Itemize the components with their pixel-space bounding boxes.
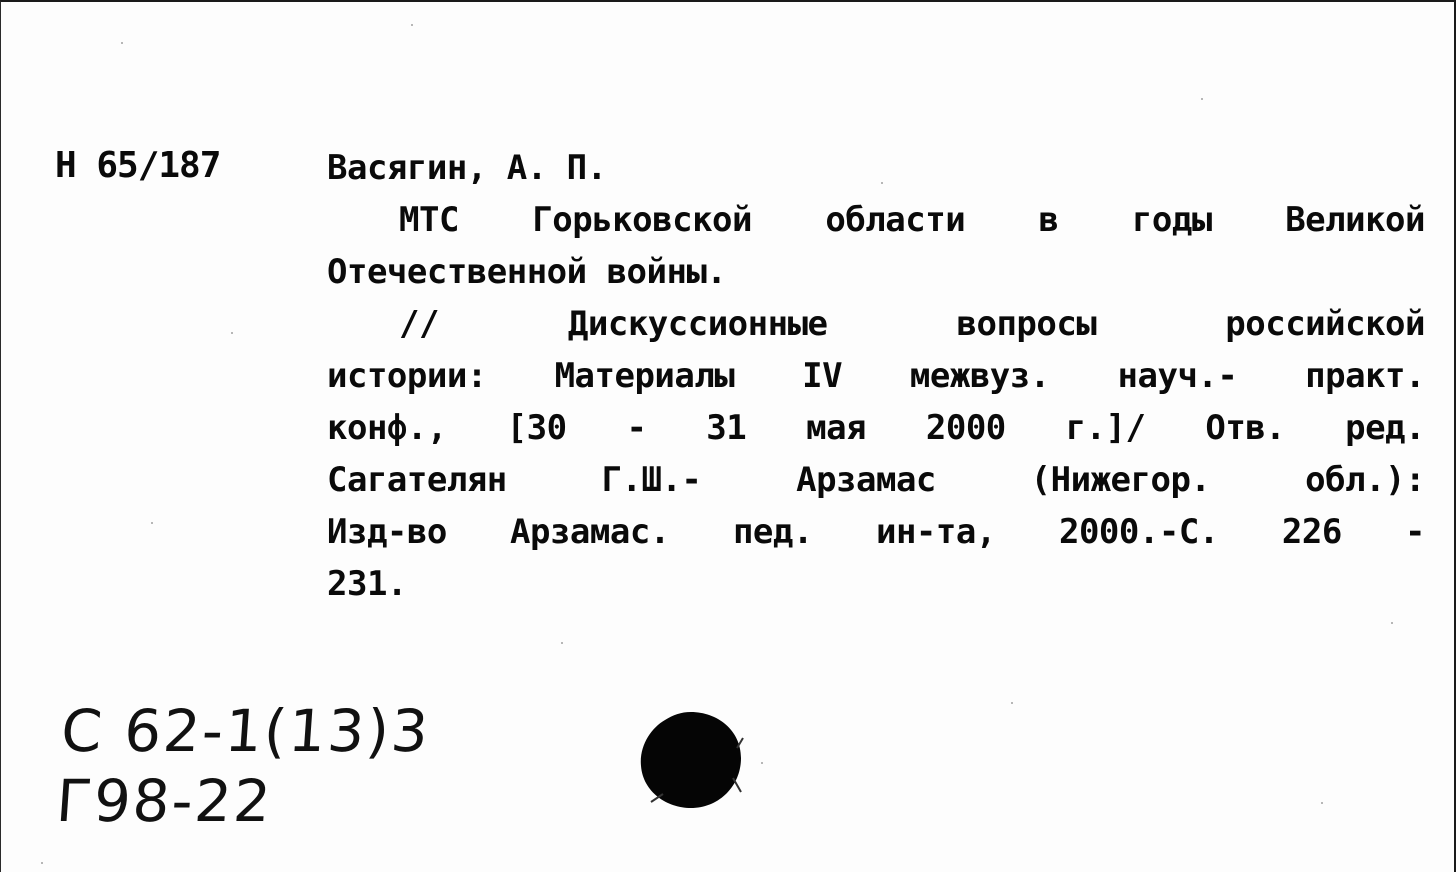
scan-speck [41,862,43,864]
classmark-line: Г98-22 [54,767,275,835]
shelfmark: Н 65/187 [55,145,221,186]
handwritten-classmark [54,696,432,836]
punch-hole-icon [637,708,745,812]
scan-speck [1391,622,1393,624]
scan-speck [1011,702,1013,704]
scan-speck [1201,98,1203,100]
source-line: Сагателян Г.Ш.- Арзамас (Нижегор. обл.): [327,460,1425,500]
source-line: истории: Материалы IV межвуз. науч.- практ. [327,356,1425,396]
scan-speck [231,332,233,334]
source-line: конф., [30 - 31 мая 2000 г.]/ Отв. ред. [327,408,1425,448]
classmark-line: С 62-1(13)3 [59,697,433,765]
source-line: 231. [327,564,407,604]
scan-speck [151,522,153,524]
title-line: МТС Горьковской области в годы Великой [399,200,1425,240]
scan-speck [121,42,123,44]
scan-speck [1321,802,1323,804]
source-line: // Дискуссионные вопросы российской [399,304,1425,344]
author-heading: Васягин, А. П. [327,148,607,188]
title-line: Отечественной войны. [327,252,727,292]
scan-speck [561,642,563,644]
scan-speck [411,24,413,26]
scan-speck [761,762,763,764]
source-line: Изд-во Арзамас. пед. ин-та, 2000.-С. 226 - [327,512,1425,552]
bibliographic-entry [327,142,1425,610]
